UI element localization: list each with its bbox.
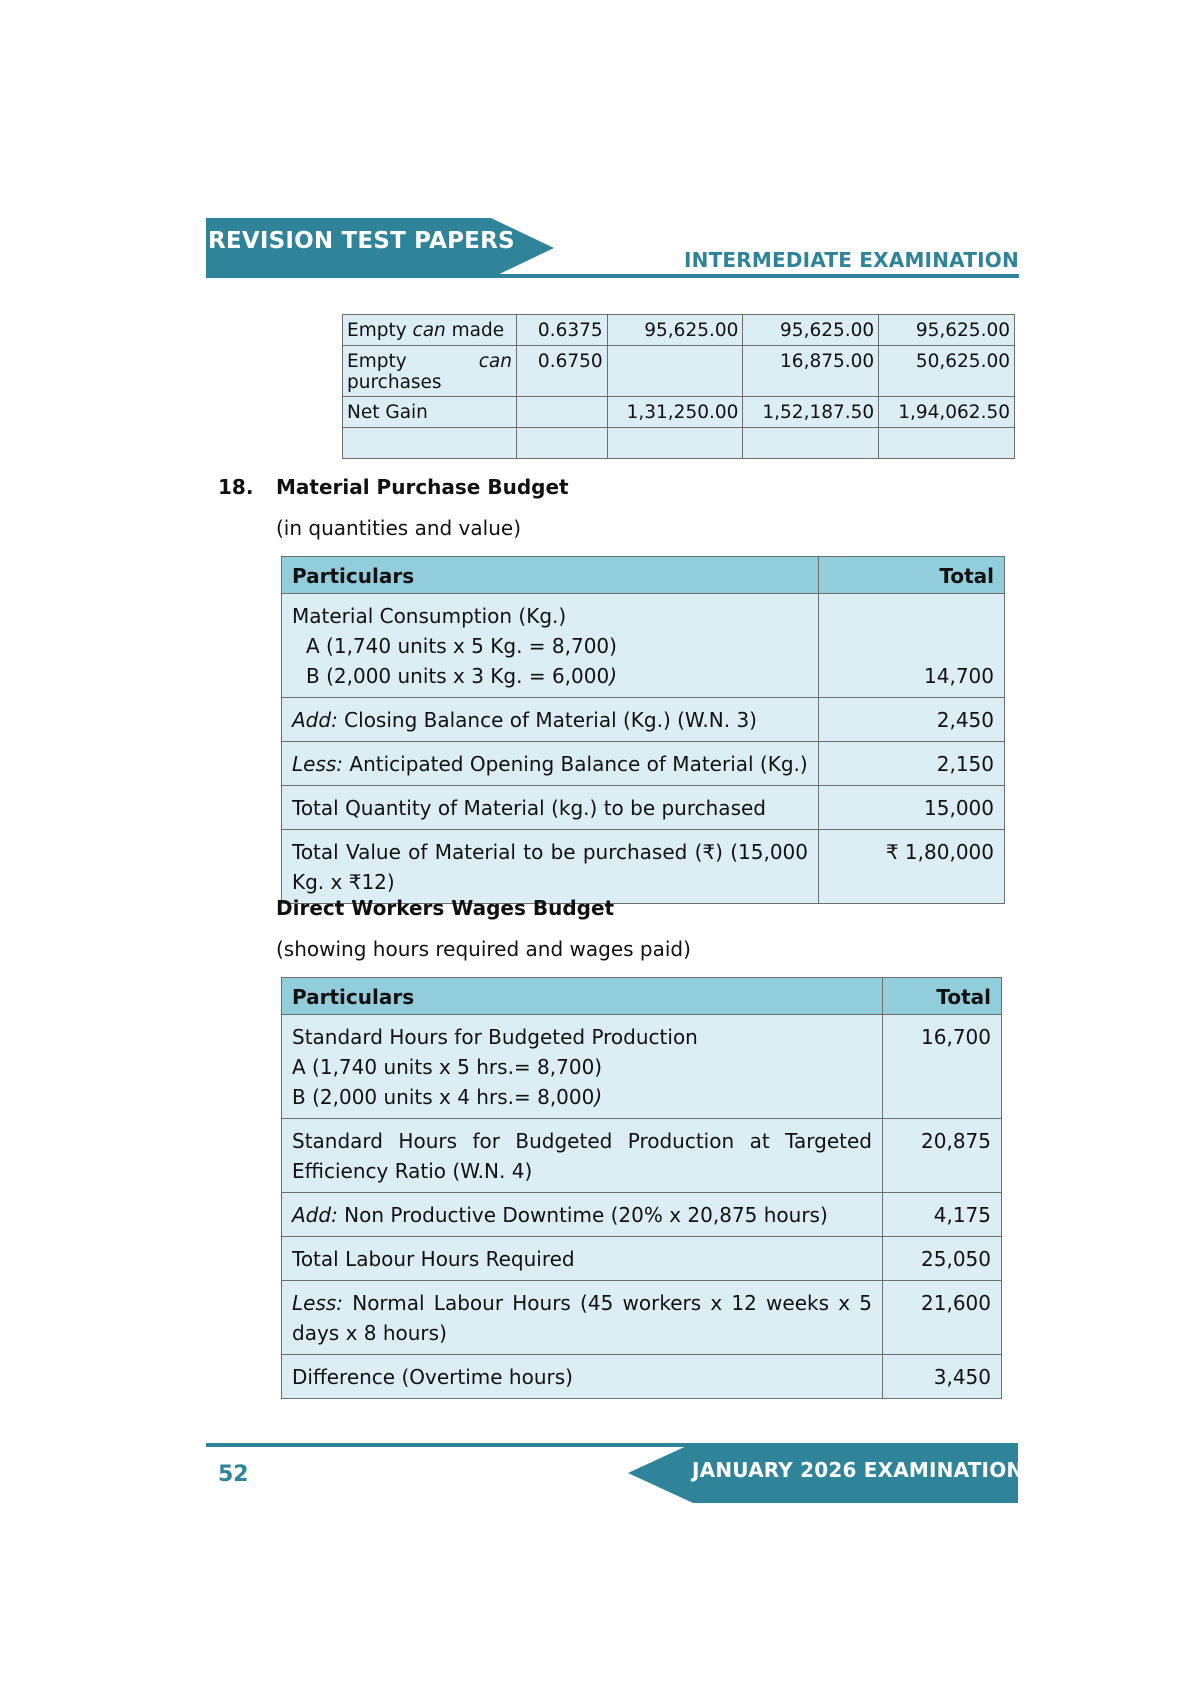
rate-cell bbox=[516, 397, 607, 428]
particulars-cell: Add: Closing Balance of Material (Kg.) (W.N. 3) bbox=[282, 698, 819, 742]
total-cell: 21,600 bbox=[883, 1281, 1002, 1355]
table-header-row bbox=[282, 978, 1002, 1015]
col-header-total: Total bbox=[883, 978, 1002, 1015]
table-row bbox=[343, 315, 1015, 346]
table-row bbox=[282, 830, 1005, 904]
total-cell: 20,875 bbox=[883, 1119, 1002, 1193]
particulars-cell: Add: Non Productive Downtime (20% x 20,875 hours) bbox=[282, 1193, 883, 1237]
value-cell: 95,625.00 bbox=[743, 315, 879, 346]
particulars-cell: Material Consumption (Kg.) A (1,740 units x 5 Kg. = 8,700) B (2,000 units x 3 Kg. = 6,000) bbox=[282, 594, 819, 698]
total-cell: 2,150 bbox=[819, 742, 1005, 786]
particulars-cell: Total Quantity of Material (kg.) to be purchased bbox=[282, 786, 819, 830]
value-cell: 1,94,062.50 bbox=[879, 397, 1015, 428]
particulars-cell: Less: Anticipated Opening Balance of Material (Kg.) bbox=[282, 742, 819, 786]
table-row bbox=[343, 346, 1015, 397]
total-cell: 3,450 bbox=[883, 1355, 1002, 1399]
table-row bbox=[282, 786, 1005, 830]
total-cell: 14,700 bbox=[819, 594, 1005, 698]
col-header-particulars: Particulars bbox=[282, 557, 819, 594]
table-row bbox=[343, 397, 1015, 428]
header-rule bbox=[206, 274, 1019, 278]
table-row bbox=[282, 1119, 1002, 1193]
row-label: Empty can purchases bbox=[343, 346, 517, 397]
header-tab-title: REVISION TEST PAPERS bbox=[208, 228, 515, 254]
wages-subtitle: (showing hours required and wages paid) bbox=[276, 937, 691, 961]
row-label: Net Gain bbox=[343, 397, 517, 428]
page-number: 52 bbox=[218, 1462, 249, 1487]
table-row bbox=[282, 1193, 1002, 1237]
section-title: Material Purchase Budget bbox=[276, 475, 569, 499]
total-cell: 15,000 bbox=[819, 786, 1005, 830]
section-number: 18. bbox=[218, 475, 254, 499]
particulars-cell: Standard Hours for Budgeted Production A (1,740 units x 5 hrs.= 8,700) B (2,000 units x 4 hrs.= 8,000) bbox=[282, 1015, 883, 1119]
section-subtitle: (in quantities and value) bbox=[276, 516, 521, 540]
total-cell: 25,050 bbox=[883, 1237, 1002, 1281]
footer-exam-title: JANUARY 2026 EXAMINATION bbox=[692, 1458, 1024, 1482]
table-row bbox=[282, 1015, 1002, 1119]
particulars-cell: Less: Normal Labour Hours (45 workers x 12 weeks x 5 days x 8 hours) bbox=[282, 1281, 883, 1355]
particulars-cell: Total Value of Material to be purchased (₹) (15,000 Kg. x ₹12) bbox=[282, 830, 819, 904]
col-header-total: Total bbox=[819, 557, 1005, 594]
total-cell: ₹ 1,80,000 bbox=[819, 830, 1005, 904]
header-exam-title: INTERMEDIATE EXAMINATION bbox=[684, 248, 1019, 272]
table-row bbox=[282, 1237, 1002, 1281]
col-header-particulars: Particulars bbox=[282, 978, 883, 1015]
total-cell: 2,450 bbox=[819, 698, 1005, 742]
table-row bbox=[282, 742, 1005, 786]
rate-cell: 0.6375 bbox=[516, 315, 607, 346]
table-row-empty bbox=[343, 428, 1015, 459]
value-cell: 50,625.00 bbox=[879, 346, 1015, 397]
value-cell: 95,625.00 bbox=[607, 315, 743, 346]
table-row bbox=[282, 1355, 1002, 1399]
total-cell: 4,175 bbox=[883, 1193, 1002, 1237]
row-label: Empty can made bbox=[343, 315, 517, 346]
table-row bbox=[282, 1281, 1002, 1355]
continuation-table bbox=[342, 314, 1015, 459]
table-row bbox=[282, 594, 1005, 698]
value-cell: 16,875.00 bbox=[743, 346, 879, 397]
wages-budget-table bbox=[281, 977, 1002, 1399]
material-purchase-table bbox=[281, 556, 1005, 904]
table-row bbox=[282, 698, 1005, 742]
value-cell bbox=[607, 346, 743, 397]
particulars-cell: Total Labour Hours Required bbox=[282, 1237, 883, 1281]
wages-title: Direct Workers Wages Budget bbox=[276, 896, 615, 920]
total-cell: 16,700 bbox=[883, 1015, 1002, 1119]
particulars-cell: Standard Hours for Budgeted Production at Targeted Efficiency Ratio (W.N. 4) bbox=[282, 1119, 883, 1193]
value-cell: 1,52,187.50 bbox=[743, 397, 879, 428]
table-header-row bbox=[282, 557, 1005, 594]
rate-cell: 0.6750 bbox=[516, 346, 607, 397]
value-cell: 1,31,250.00 bbox=[607, 397, 743, 428]
value-cell: 95,625.00 bbox=[879, 315, 1015, 346]
particulars-cell: Difference (Overtime hours) bbox=[282, 1355, 883, 1399]
